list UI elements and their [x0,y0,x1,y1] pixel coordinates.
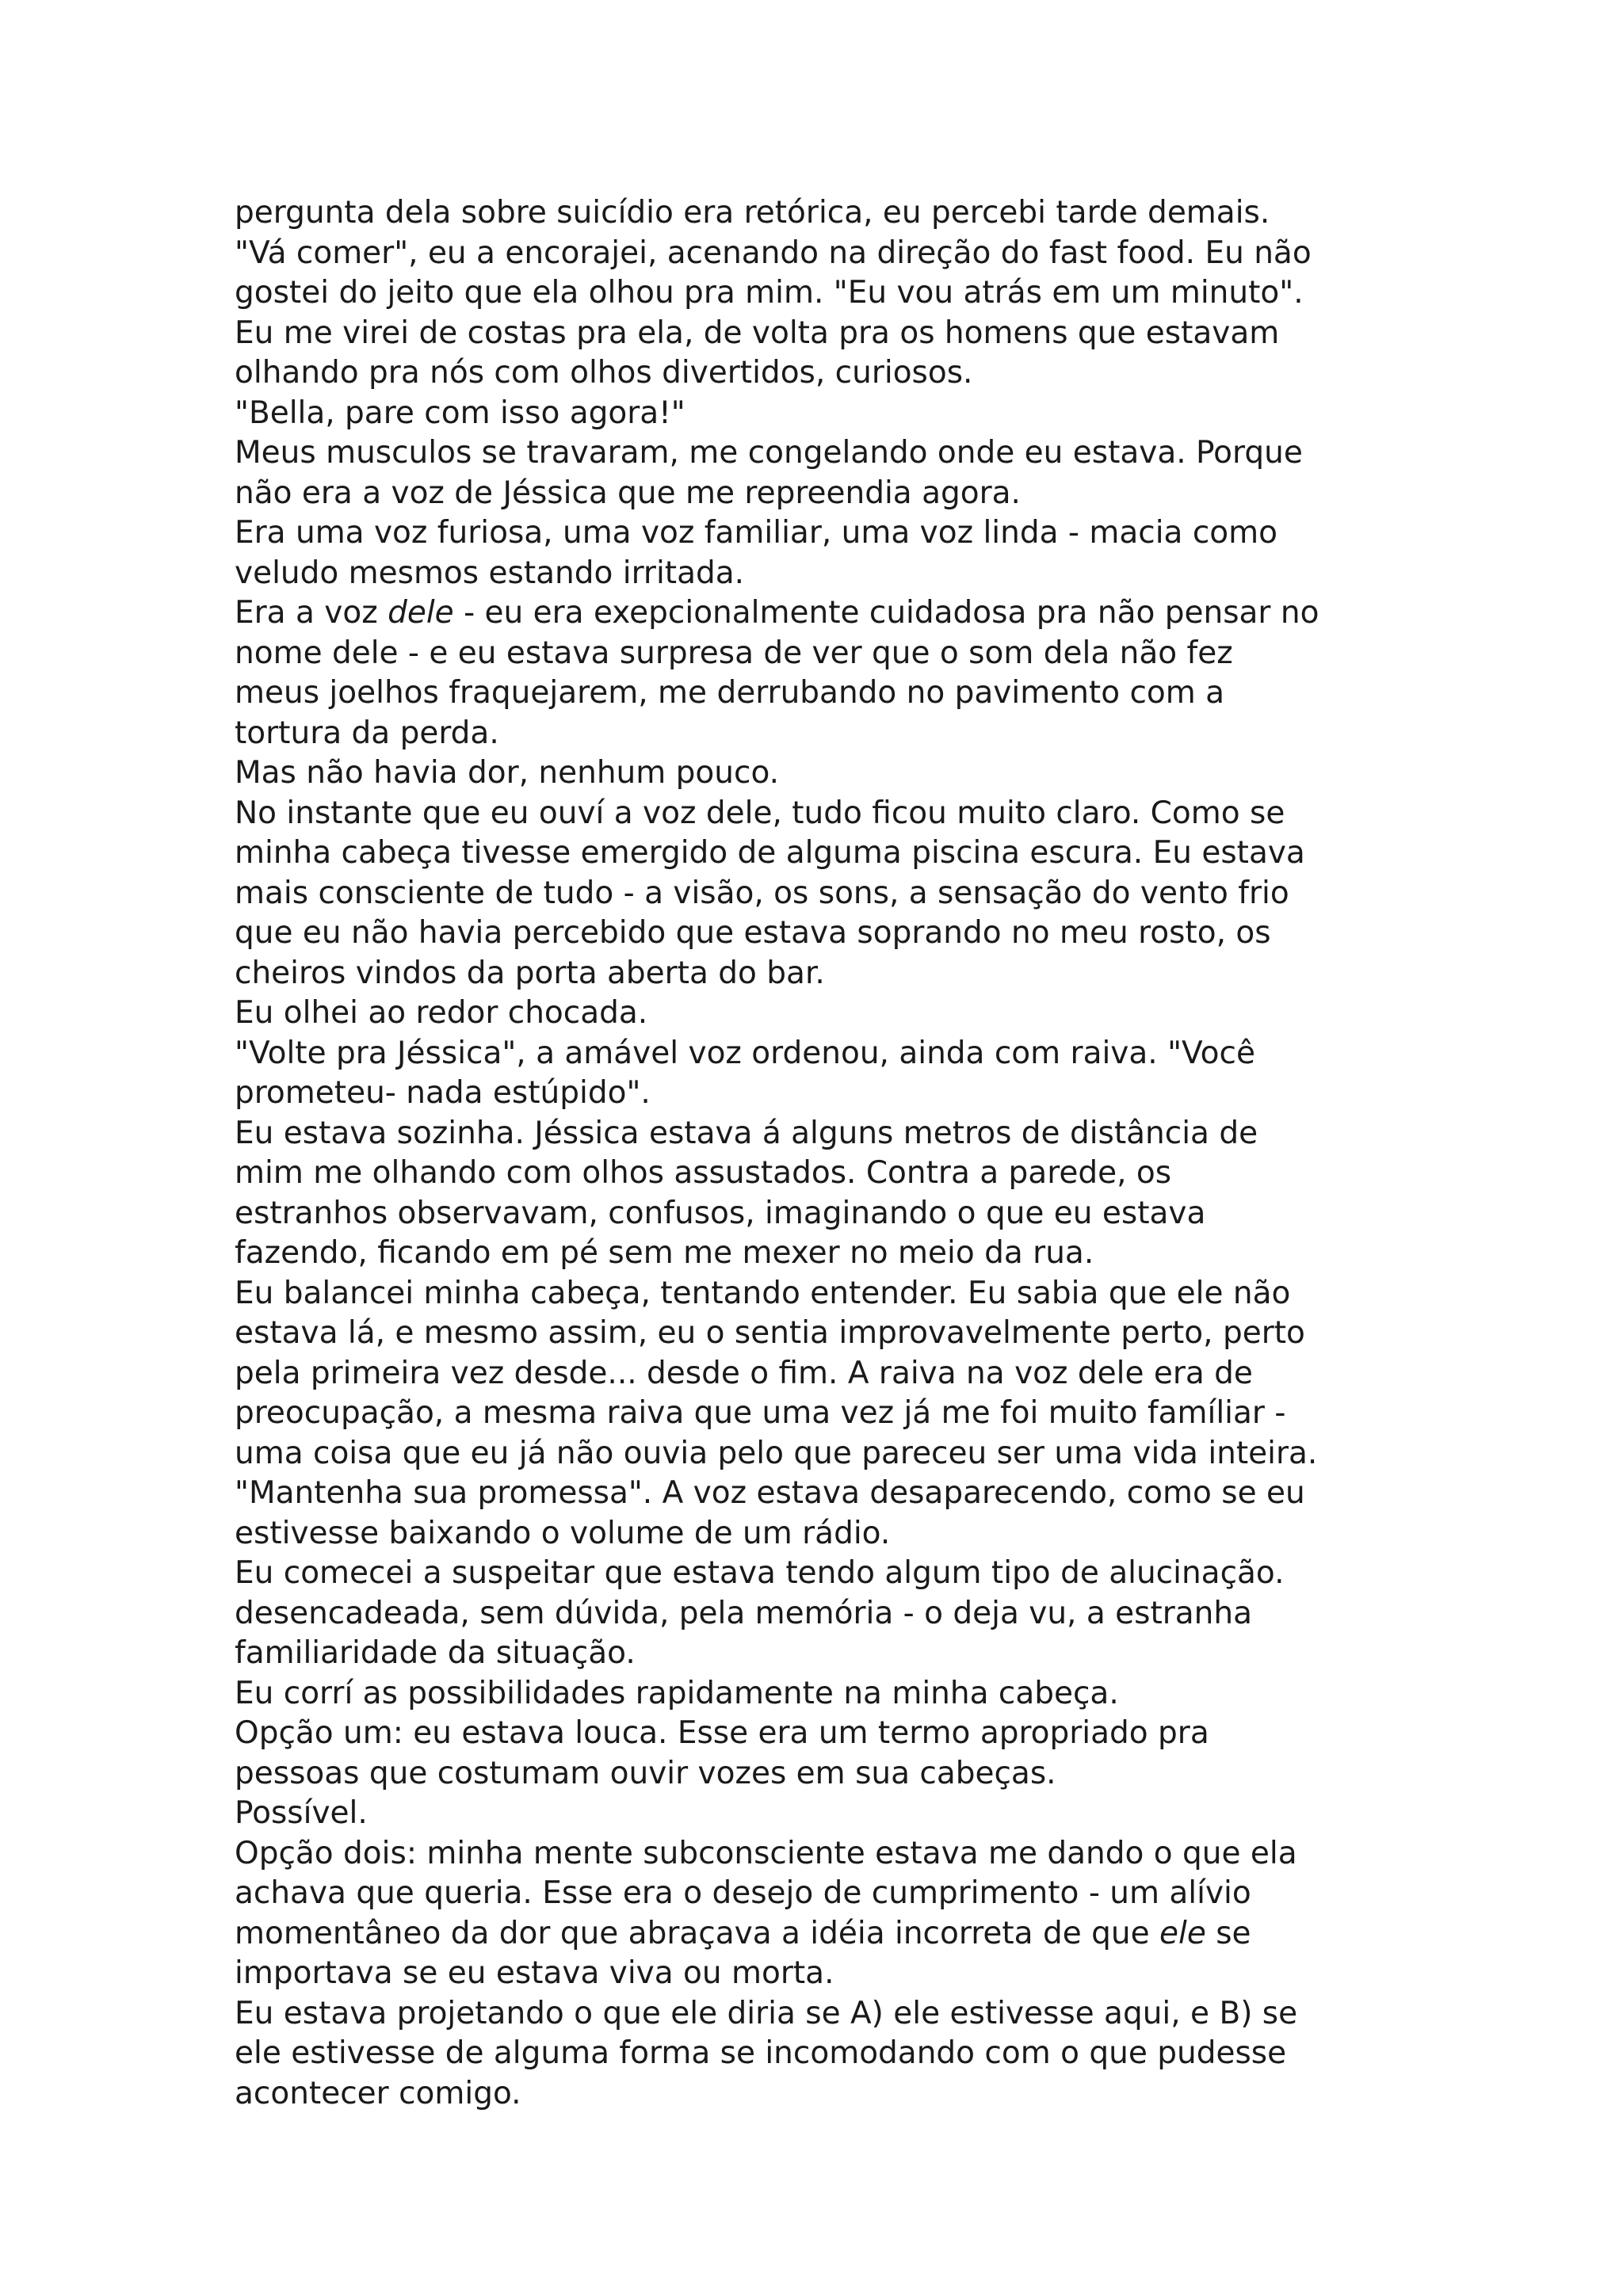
body-text [235,193,1423,2114]
text-line [235,2074,1423,2115]
line-text: Eu olhei ao redor chocada. [235,995,648,1031]
line-text: desencadeada, sem dúvida, pela memória - o deja vu, a estranha [235,1595,1253,1631]
line-text: uma coisa que eu já não ouvia pelo que pareceu ser uma vida inteira. [235,1435,1318,1471]
line-text: "Mantenha sua promessa". A voz estava desaparecendo, como se eu [235,1475,1305,1511]
line-text: Mas não havia dor, nenhum pouco. [235,755,780,791]
line-text: não era a voz de Jéssica que me repreendia agora. [235,475,1021,511]
line-text: momentâneo da dor que abraçava a idéia incorreta de que [235,1915,1159,1951]
text-line [235,1394,1423,1434]
line-text: mim me olhando com olhos assustados. Contra a parede, os [235,1155,1172,1191]
emphasized-text: dele [388,595,454,631]
text-line [235,714,1423,754]
text-line [235,634,1423,674]
line-text: olhando pra nós com olhos divertidos, curiosos. [235,355,973,391]
text-line [235,833,1423,874]
text-line [235,234,1423,274]
text-line [235,994,1423,1034]
text-line [235,1674,1423,1714]
text-line [235,1794,1423,1834]
text-line [235,1914,1423,1955]
line-text: minha cabeça tivesse emergido de alguma piscina escura. Eu estava [235,835,1305,871]
text-line [235,474,1423,514]
text-line [235,673,1423,714]
line-text: - eu era exepcionalmente cuidadosa pra não pensar no [453,595,1319,631]
text-line [235,1314,1423,1354]
line-text: Eu me virei de costas pra ela, de volta pra os homens que estavam [235,315,1280,351]
text-line [235,513,1423,554]
line-text: Opção um: eu estava louca. Esse era um termo apropriado pra [235,1715,1209,1751]
line-text: importava se eu estava viva ou morta. [235,1955,834,1991]
text-line [235,1874,1423,1914]
line-text: Era uma voz furiosa, uma voz familiar, uma voz linda - macia como [235,515,1277,551]
line-text: tortura da perda. [235,715,499,751]
emphasized-text: ele [1159,1915,1206,1951]
text-line [235,1634,1423,1674]
text-line [235,273,1423,314]
text-line [235,353,1423,394]
line-text: estranhos observavam, confusos, imaginando o que eu estava [235,1195,1206,1231]
line-text: estivesse baixando o volume de um rádio. [235,1515,891,1551]
text-line [235,753,1423,794]
line-text: Eu comecei a suspeitar que estava tendo algum tipo de alucinação. [235,1555,1285,1591]
text-line [235,2034,1423,2074]
line-text: Eu estava sozinha. Jéssica estava á alguns metros de distância de [235,1115,1258,1151]
line-text: meus joelhos fraquejarem, me derrubando no pavimento com a [235,675,1225,711]
text-line [235,394,1423,434]
line-text: prometeu- nada estúpido". [235,1075,651,1111]
line-text: Possível. [235,1795,368,1831]
line-text: fazendo, ficando em pé sem me mexer no meio da rua. [235,1235,1094,1271]
line-text: estava lá, e mesmo assim, eu o sentia improvavelmente perto, perto [235,1315,1305,1351]
line-text: que eu não havia percebido que estava soprando no meu rosto, os [235,915,1271,951]
line-text: achava que queria. Esse era o desejo de cumprimento - um alívio [235,1875,1251,1911]
text-line [235,314,1423,354]
line-text: Eu corrí as possibilidades rapidamente na minha cabeça. [235,1675,1119,1711]
line-text: ele estivesse de alguma forma se incomodando com o que pudesse [235,2035,1287,2071]
line-text: Opção dois: minha mente subconsciente estava me dando o que ela [235,1835,1297,1871]
text-line [235,913,1423,954]
text-line [235,1194,1423,1234]
text-line [235,593,1423,634]
line-text: se [1205,1915,1251,1951]
line-text: cheiros vindos da porta aberta do bar. [235,955,825,991]
line-text: Meus musculos se travaram, me congelando onde eu estava. Porque [235,435,1303,471]
line-text: "Bella, pare com isso agora!" [235,395,685,431]
line-text: familiaridade da situação. [235,1635,636,1671]
line-text: nome dele - e eu estava surpresa de ver que o som dela não fez [235,635,1233,671]
text-line [235,1474,1423,1514]
text-line [235,433,1423,474]
text-line [235,794,1423,834]
line-text: gostei do jeito que ela olhou pra mim. "Eu vou atrás em um minuto". [235,275,1304,311]
line-text: "Volte pra Jéssica", a amável voz ordenou, ainda com raiva. "Você [235,1035,1255,1071]
line-text: pessoas que costumam ouvir vozes em sua cabeças. [235,1755,1056,1791]
text-line [235,954,1423,994]
text-line [235,1834,1423,1875]
line-text: veludo mesmos estando irritada. [235,555,745,591]
text-line [235,1434,1423,1474]
text-line [235,1594,1423,1634]
text-line [235,1154,1423,1194]
line-text: Eu estava projetando o que ele diria se A) ele estivesse aqui, e B) se [235,1995,1298,2031]
text-line [235,1954,1423,1994]
line-text: mais consciente de tudo - a visão, os sons, a sensação do vento frio [235,875,1289,911]
text-line [235,1514,1423,1554]
text-line [235,1274,1423,1314]
text-line [235,1034,1423,1074]
text-line [235,1754,1423,1794]
text-line [235,1994,1423,2035]
text-line [235,1354,1423,1394]
text-line [235,1234,1423,1274]
text-line [235,554,1423,594]
line-text: preocupação, a mesma raiva que uma vez já me foi muito famíliar - [235,1395,1286,1431]
text-line [235,874,1423,914]
text-line [235,1714,1423,1754]
text-line [235,193,1423,234]
line-text: acontecer comigo. [235,2075,521,2111]
text-line [235,1554,1423,1594]
line-text: "Vá comer", eu a encorajei, acenando na direção do fast food. Eu não [235,235,1312,271]
line-text: Eu balancei minha cabeça, tentando entender. Eu sabia que ele não [235,1275,1291,1311]
text-line [235,1114,1423,1154]
line-text: No instante que eu ouví a voz dele, tudo ficou muito claro. Como se [235,795,1285,831]
text-line [235,1074,1423,1114]
line-text: pela primeira vez desde... desde o fim. A raiva na voz dele era de [235,1355,1253,1391]
line-text: pergunta dela sobre suicídio era retórica, eu percebi tarde demais. [235,195,1270,231]
line-text: Era a voz [235,595,388,631]
